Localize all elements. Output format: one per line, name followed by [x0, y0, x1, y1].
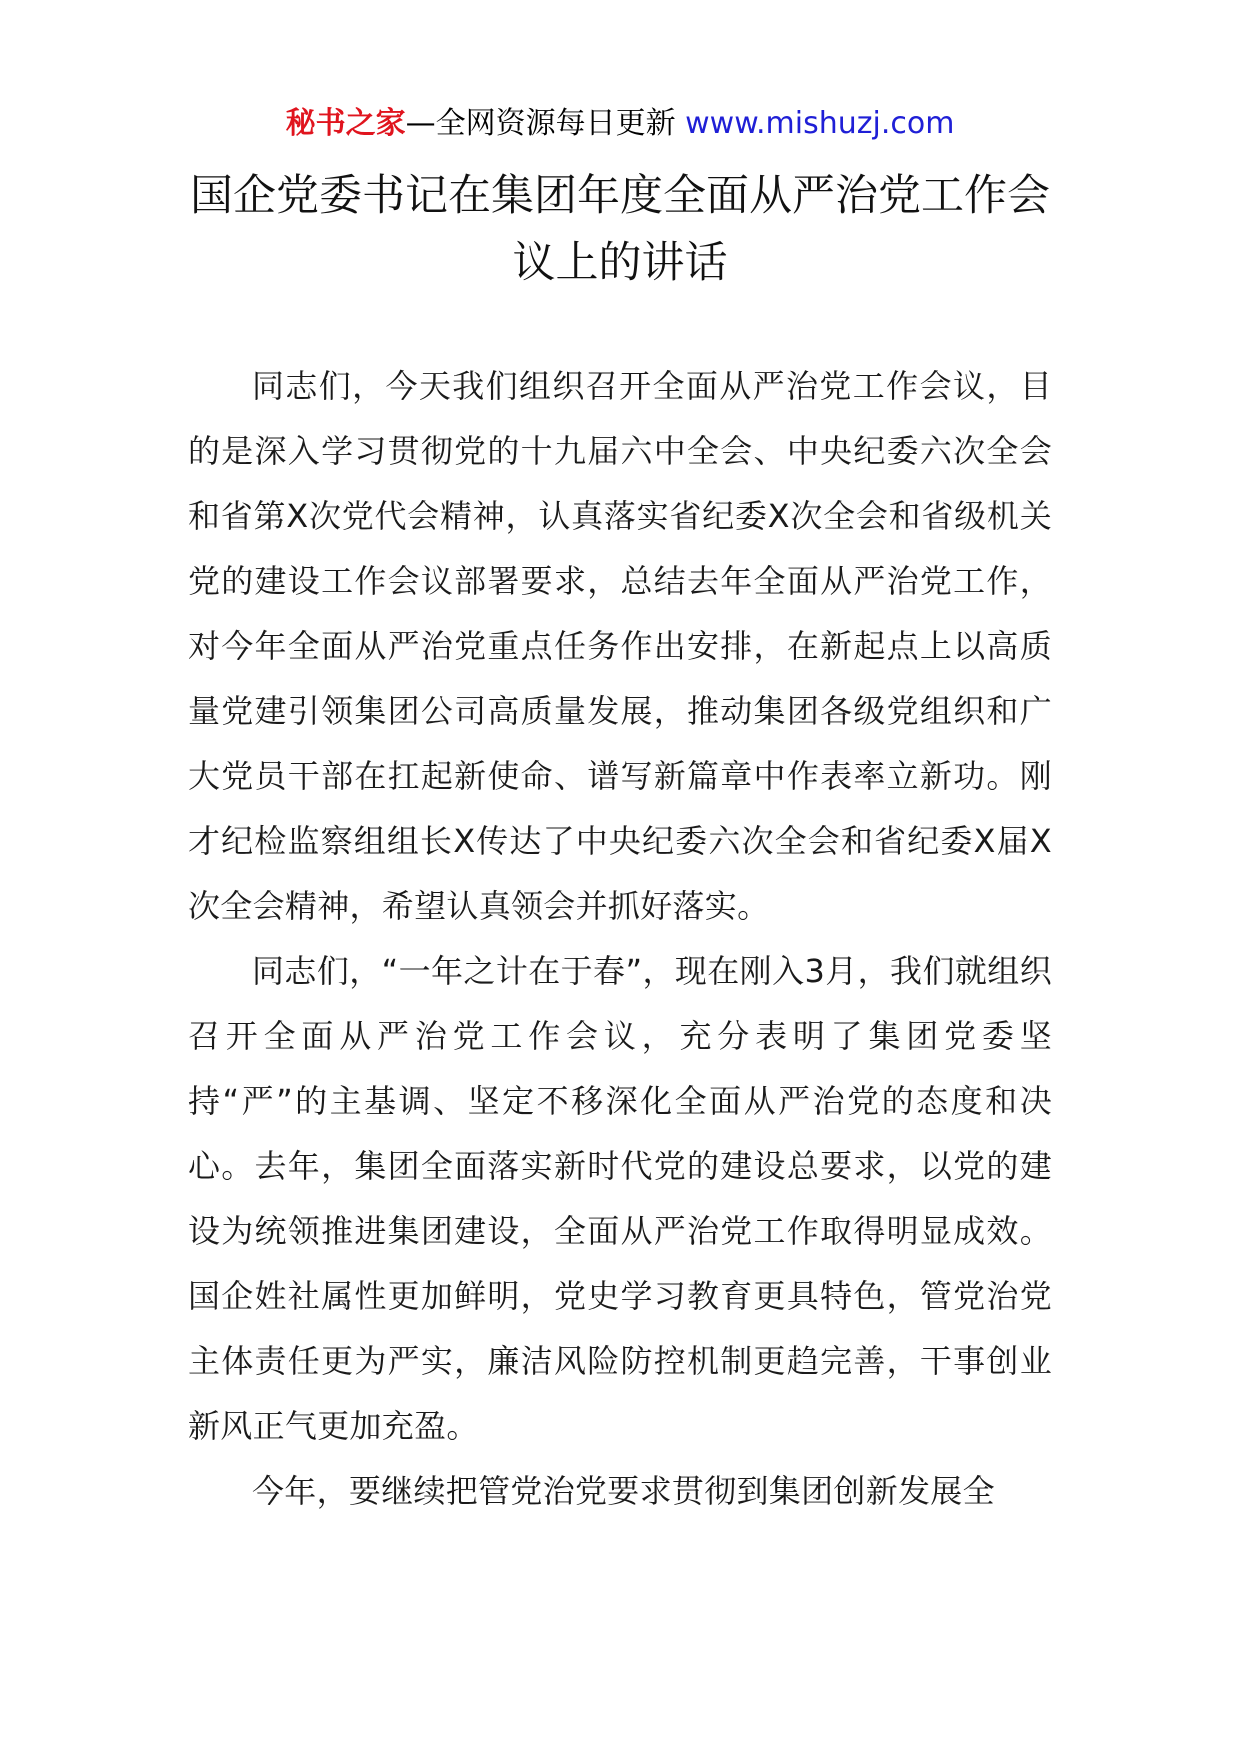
brand-slogan: —全网资源每日更新	[405, 106, 686, 141]
paragraph: 同志们，“一年之计在于春”，现在刚入3月，我们就组织召开全面从严治党工作会议，充分表明了集团党委坚持“严”的主基调、坚定不移深化全面从严治党的态度和决心。去年，集团全面落实新时代党的建设总要求，以党的建设为统领推进集团建设，全面从严治党工作取得明显成效。国企姓社属性更加鲜明，党史学习教育更具特色，管党治党主体责任更为严实，廉洁风险防控机制更趋完善，干事创业新风正气更加充盈。	[188, 952, 1052, 1445]
brand-name: 秘书之家	[285, 106, 406, 141]
document-body	[188, 354, 1052, 1524]
site-url-link[interactable]: www.mishuzj.com	[685, 106, 955, 141]
paragraph: 同志们，今天我们组织召开全面从严治党工作会议，目的是深入学习贯彻党的十九届六中全会、中央纪委六次全会和省第X次党代会精神，认真落实省纪委X次全会和省级机关党的建设工作会议部署要求，总结去年全面从严治党工作，对今年全面从严治党重点任务作出安排，在新起点上以高质量党建引领集团公司高质量发展，推动集团各级党组织和广大党员干部在扛起新使命、谱写新篇章中作表率立新功。刚才纪检监察组组长X传达了中央纪委六次全会和省纪委X届X次全会精神，希望认真领会并抓好落实。	[188, 367, 1052, 925]
paragraph: 今年，要继续把管党治党要求贯彻到集团创新发展全	[252, 1472, 995, 1510]
site-banner	[0, 102, 1240, 146]
document-title: 国企党委书记在集团年度全面从严治党工作会议上的讲话	[190, 171, 1050, 288]
